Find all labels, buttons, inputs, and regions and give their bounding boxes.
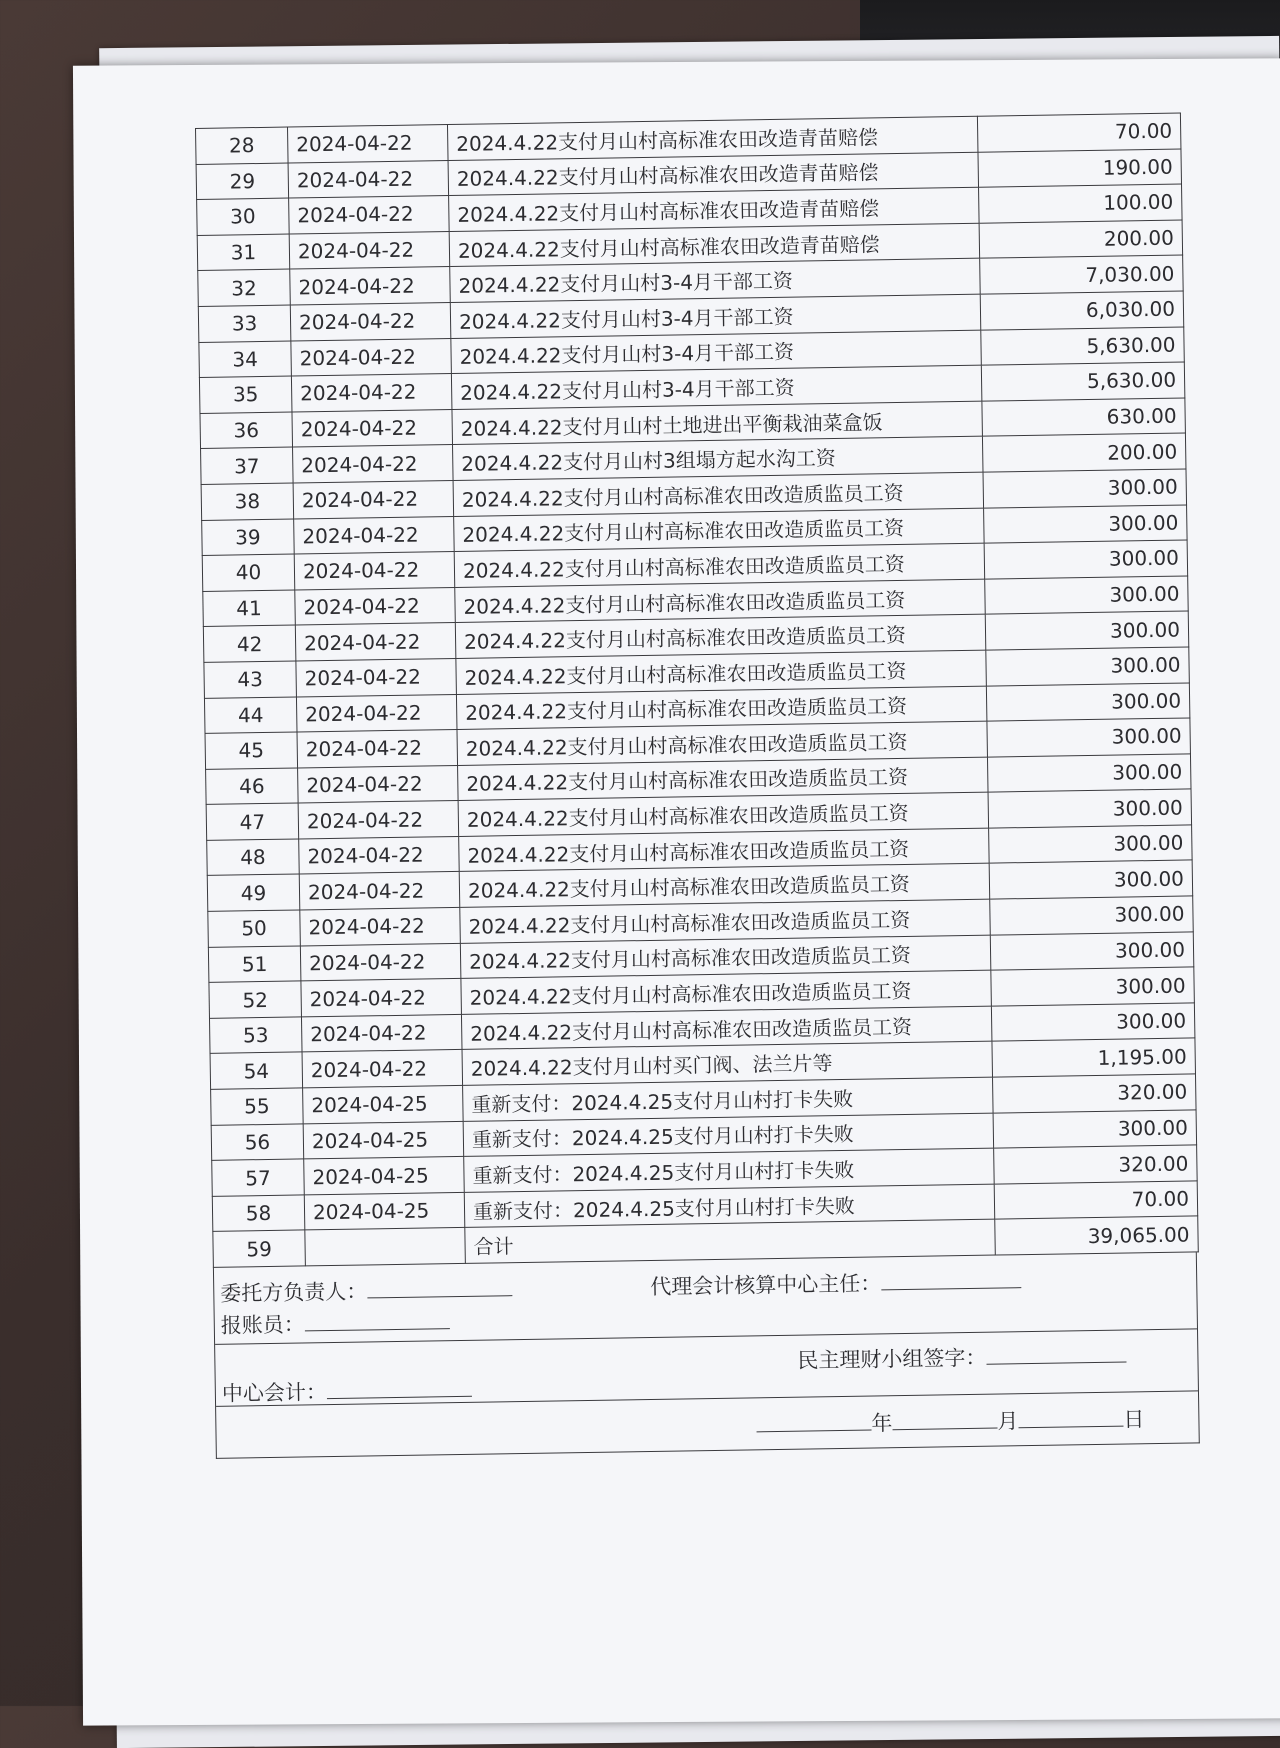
row-number-cell: 49 xyxy=(207,874,300,911)
row-amount-cell: 300.00 xyxy=(990,896,1194,935)
row-date-cell: 2024-04-22 xyxy=(298,801,459,839)
year-label: 年 xyxy=(871,1411,893,1436)
row-amount-cell: 300.00 xyxy=(984,540,1188,579)
row-amount-cell: 190.00 xyxy=(978,149,1182,188)
row-description-cell: 2024.4.22支付月山村高标准农田改造质监员工资 xyxy=(456,650,986,694)
row-description-cell: 2024.4.22支付月山村土地进出平衡栽油菜盒饭 xyxy=(452,401,982,445)
row-date-cell: 2024-04-22 xyxy=(300,943,461,981)
center-director-signature xyxy=(650,1265,1021,1301)
row-amount-cell: 300.00 xyxy=(989,825,1193,864)
row-number-cell: 44 xyxy=(204,696,297,733)
finance-group-signature xyxy=(797,1340,1126,1375)
row-amount-cell: 300.00 xyxy=(985,611,1189,650)
row-description-cell: 2024.4.22支付月山村高标准农田改造质监员工资 xyxy=(461,970,991,1014)
row-description-cell: 合计 xyxy=(465,1219,995,1263)
bookkeeper-blank xyxy=(305,1310,450,1331)
row-number-cell: 46 xyxy=(206,768,299,805)
day-label: 日 xyxy=(1123,1407,1145,1432)
signature-section xyxy=(213,1252,1200,1458)
row-date-cell: 2024-04-25 xyxy=(303,1085,464,1123)
row-date-cell: 2024-04-22 xyxy=(299,836,460,874)
row-date-cell: 2024-04-22 xyxy=(297,730,458,768)
row-description-cell: 2024.4.22支付月山村3-4月干部工资 xyxy=(450,259,980,303)
row-number-cell: 35 xyxy=(199,376,292,413)
row-number-cell: 40 xyxy=(202,554,295,591)
row-number-cell: 48 xyxy=(207,839,300,876)
row-amount-cell: 300.00 xyxy=(988,789,1192,828)
row-date-cell: 2024-04-22 xyxy=(291,374,452,412)
row-date-cell: 2024-04-22 xyxy=(292,409,453,447)
row-amount-cell: 300.00 xyxy=(986,682,1190,721)
row-amount-cell: 70.00 xyxy=(994,1181,1198,1220)
row-amount-cell: 300.00 xyxy=(991,1003,1195,1042)
row-number-cell: 36 xyxy=(200,412,293,449)
row-amount-cell: 200.00 xyxy=(982,433,1186,472)
row-date-cell: 2024-04-22 xyxy=(296,658,457,696)
row-amount-cell: 200.00 xyxy=(979,220,1183,259)
row-number-cell: 45 xyxy=(205,732,298,769)
row-date-cell: 2024-04-22 xyxy=(296,694,457,732)
row-date-cell: 2024-04-22 xyxy=(291,338,452,376)
center-accountant-blank xyxy=(327,1378,472,1399)
row-number-cell: 58 xyxy=(212,1195,305,1232)
row-amount-cell: 300.00 xyxy=(991,967,1195,1006)
row-description-cell: 2024.4.22支付月山村高标准农田改造质监员工资 xyxy=(459,864,989,908)
bookkeeper-signature xyxy=(221,1306,450,1340)
row-description-cell: 2024.4.22支付月山村高标准农田改造青苗赔偿 xyxy=(447,116,977,160)
row-date-cell: 2024-04-22 xyxy=(294,516,455,554)
row-description-cell: 2024.4.22支付月山村高标准农田改造质监员工资 xyxy=(455,579,985,623)
row-date-cell: 2024-04-22 xyxy=(299,872,460,910)
date-signature xyxy=(756,1403,1144,1439)
row-description-cell: 2024.4.22支付月山村高标准农田改造质监员工资 xyxy=(458,792,988,836)
day-blank xyxy=(1018,1408,1123,1429)
row-number-cell: 59 xyxy=(213,1230,306,1267)
row-number-cell: 28 xyxy=(196,127,289,164)
row-amount-cell: 100.00 xyxy=(979,184,1183,223)
row-number-cell: 34 xyxy=(199,341,292,378)
center-director-label: 代理会计核算中心主任： xyxy=(650,1271,882,1299)
row-number-cell: 43 xyxy=(204,661,297,698)
row-amount-cell: 5,630.00 xyxy=(981,327,1185,366)
row-number-cell: 41 xyxy=(203,590,296,627)
row-description-cell: 2024.4.22支付月山村高标准农田改造质监员工资 xyxy=(456,686,986,730)
row-amount-cell: 7,030.00 xyxy=(980,255,1184,294)
row-number-cell: 32 xyxy=(198,269,291,306)
row-description-cell: 2024.4.22支付月山村高标准农田改造质监员工资 xyxy=(453,472,983,516)
row-number-cell: 38 xyxy=(201,483,294,520)
row-number-cell: 39 xyxy=(202,519,295,556)
client-head-signature xyxy=(220,1273,512,1308)
row-number-cell: 51 xyxy=(208,946,301,983)
row-number-cell: 30 xyxy=(197,198,290,235)
row-amount-cell: 300.00 xyxy=(985,576,1189,615)
row-number-cell: 33 xyxy=(198,305,291,342)
row-date-cell: 2024-04-22 xyxy=(289,196,450,234)
ledger-table xyxy=(195,113,1199,1268)
row-amount-cell: 300.00 xyxy=(987,718,1191,757)
row-description-cell: 2024.4.22支付月山村3-4月干部工资 xyxy=(451,365,981,409)
row-number-cell: 56 xyxy=(211,1124,304,1161)
row-description-cell: 2024.4.22支付月山村高标准农田改造质监员工资 xyxy=(460,899,990,943)
row-description-cell: 2024.4.22支付月山村高标准农田改造青苗赔偿 xyxy=(449,187,979,231)
row-description-cell: 2024.4.22支付月山村高标准农田改造质监员工资 xyxy=(454,543,984,587)
finance-group-label: 民主理财小组签字： xyxy=(797,1345,987,1373)
row-description-cell: 重新支付：2024.4.25支付月山村打卡失败 xyxy=(463,1077,993,1121)
row-amount-cell: 300.00 xyxy=(984,505,1188,544)
year-blank xyxy=(756,1412,871,1433)
row-number-cell: 29 xyxy=(196,163,289,200)
row-date-cell: 2024-04-22 xyxy=(302,1050,463,1088)
row-description-cell: 重新支付：2024.4.25支付月山村打卡失败 xyxy=(464,1148,994,1192)
row-description-cell: 2024.4.22支付月山村高标准农田改造质监员工资 xyxy=(454,508,984,552)
row-amount-cell: 300.00 xyxy=(989,860,1193,899)
row-date-cell: 2024-04-25 xyxy=(303,1121,464,1159)
row-description-cell: 重新支付：2024.4.25支付月山村打卡失败 xyxy=(463,1113,993,1157)
row-amount-cell: 6,030.00 xyxy=(980,291,1184,330)
row-number-cell: 55 xyxy=(211,1088,304,1125)
row-date-cell: 2024-04-22 xyxy=(290,302,451,340)
month-blank xyxy=(892,1410,997,1431)
row-number-cell: 54 xyxy=(210,1052,303,1089)
row-amount-cell: 300.00 xyxy=(983,469,1187,508)
row-description-cell: 2024.4.22支付月山村高标准农田改造质监员工资 xyxy=(459,828,989,872)
row-description-cell: 2024.4.22支付月山村3组塌方起水沟工资 xyxy=(453,437,983,481)
row-description-cell: 2024.4.22支付月山村高标准农田改造质监员工资 xyxy=(455,614,985,658)
row-amount-cell: 5,630.00 xyxy=(981,362,1185,401)
finance-group-blank xyxy=(986,1344,1126,1365)
row-date-cell: 2024-04-22 xyxy=(295,587,456,625)
row-date-cell: 2024-04-22 xyxy=(301,1014,462,1052)
row-number-cell: 53 xyxy=(209,1017,302,1054)
ledger-document xyxy=(195,113,1201,1459)
row-date-cell: 2024-04-22 xyxy=(295,623,456,661)
row-number-cell: 31 xyxy=(197,234,290,271)
row-date-cell: 2024-04-22 xyxy=(298,765,459,803)
client-head-label: 委托方负责人： xyxy=(220,1279,368,1306)
center-accountant-label: 中心会计： xyxy=(221,1380,328,1406)
row-date-cell: 2024-04-22 xyxy=(300,907,461,945)
client-head-blank xyxy=(367,1277,512,1298)
row-amount-cell: 39,065.00 xyxy=(995,1216,1199,1255)
row-description-cell: 2024.4.22支付月山村3-4月干部工资 xyxy=(450,294,980,338)
row-number-cell: 37 xyxy=(201,447,294,484)
row-description-cell: 2024.4.22支付月山村高标准农田改造青苗赔偿 xyxy=(449,223,979,267)
row-description-cell: 2024.4.22支付月山村买门阀、法兰片等 xyxy=(462,1042,992,1086)
row-date-cell: 2024-04-25 xyxy=(304,1192,465,1230)
row-amount-cell: 70.00 xyxy=(977,113,1181,152)
bookkeeper-label: 报账员： xyxy=(220,1312,305,1338)
row-amount-cell: 300.00 xyxy=(993,1110,1197,1149)
row-number-cell: 57 xyxy=(212,1159,305,1196)
row-number-cell: 42 xyxy=(203,625,296,662)
row-description-cell: 2024.4.22支付月山村高标准农田改造质监员工资 xyxy=(457,721,987,765)
row-description-cell: 2024.4.22支付月山村高标准农田改造质监员工资 xyxy=(458,757,988,801)
row-amount-cell: 1,195.00 xyxy=(992,1038,1196,1077)
month-label: 月 xyxy=(997,1409,1019,1434)
row-date-cell: 2024-04-22 xyxy=(301,979,462,1017)
row-description-cell: 2024.4.22支付月山村高标准农田改造青苗赔偿 xyxy=(448,152,978,196)
row-amount-cell: 300.00 xyxy=(987,754,1191,793)
row-description-cell: 2024.4.22支付月山村高标准农田改造质监员工资 xyxy=(461,1006,991,1050)
row-description-cell: 2024.4.22支付月山村高标准农田改造质监员工资 xyxy=(460,935,990,979)
row-date-cell: 2024-04-22 xyxy=(293,445,454,483)
row-description-cell: 2024.4.22支付月山村3-4月干部工资 xyxy=(451,330,981,374)
row-amount-cell: 300.00 xyxy=(986,647,1190,686)
row-amount-cell: 300.00 xyxy=(990,932,1194,971)
row-date-cell: 2024-04-22 xyxy=(294,552,455,590)
row-date-cell: 2024-04-22 xyxy=(290,267,451,305)
row-amount-cell: 320.00 xyxy=(994,1145,1198,1184)
row-number-cell: 50 xyxy=(208,910,301,947)
center-director-blank xyxy=(881,1269,1021,1290)
row-amount-cell: 630.00 xyxy=(982,398,1186,437)
row-description-cell: 重新支付：2024.4.25支付月山村打卡失败 xyxy=(464,1184,994,1228)
row-date-cell xyxy=(305,1228,466,1266)
row-number-cell: 52 xyxy=(209,981,302,1018)
row-amount-cell: 320.00 xyxy=(993,1074,1197,1113)
row-date-cell: 2024-04-22 xyxy=(287,125,448,163)
row-number-cell: 47 xyxy=(206,803,299,840)
row-date-cell: 2024-04-22 xyxy=(293,480,454,518)
row-date-cell: 2024-04-22 xyxy=(288,160,449,198)
row-date-cell: 2024-04-22 xyxy=(289,231,450,269)
row-date-cell: 2024-04-25 xyxy=(304,1157,465,1195)
